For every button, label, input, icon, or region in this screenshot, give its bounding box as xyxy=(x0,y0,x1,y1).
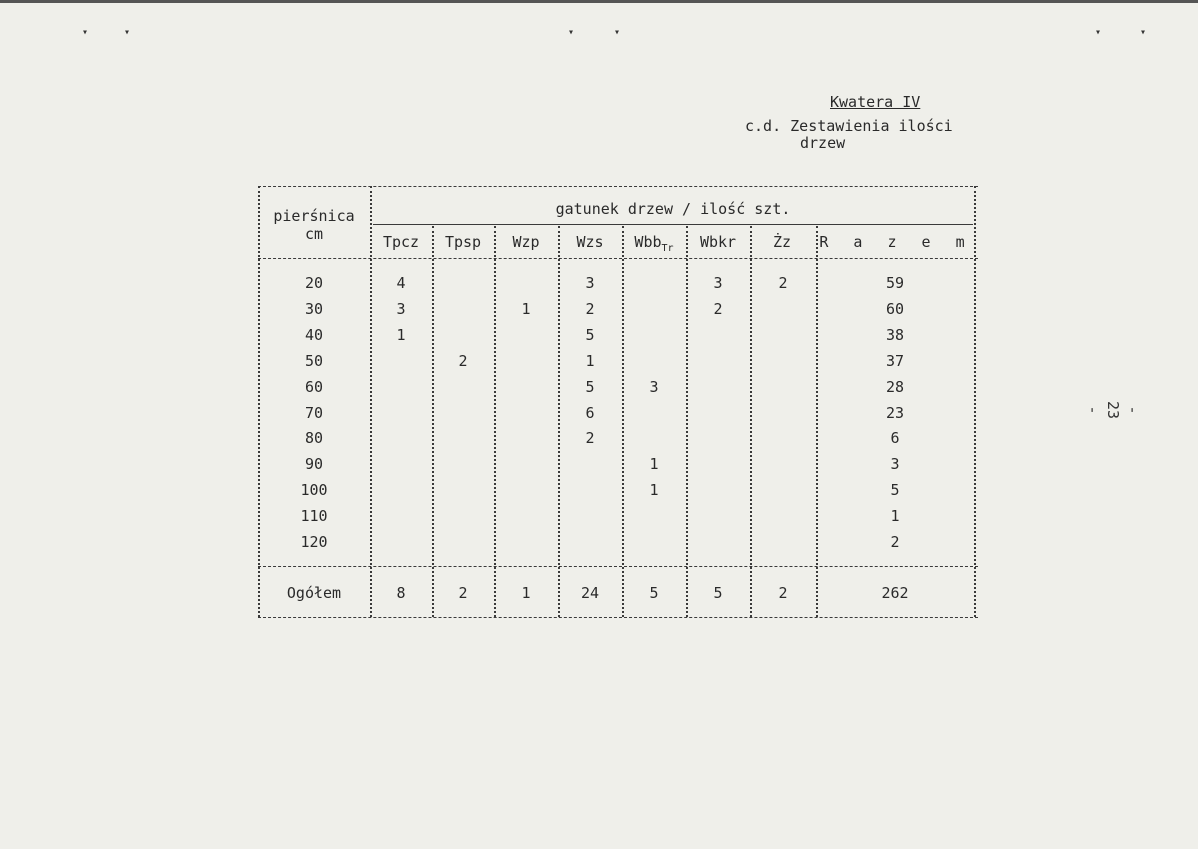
row-total-cell: 37 xyxy=(885,351,905,370)
diameter-cell: 80 xyxy=(304,429,324,448)
total-column-header: R a z e m xyxy=(819,233,973,251)
diameter-cell: 90 xyxy=(304,455,324,474)
count-cell: 1 xyxy=(649,481,659,500)
column-separator xyxy=(432,226,434,617)
footer-count-cell: 5 xyxy=(713,584,723,602)
diameter-cell: 20 xyxy=(304,274,324,292)
column-separator xyxy=(494,226,496,617)
diameter-cell: 110 xyxy=(300,507,328,526)
count-cell: 2 xyxy=(713,299,723,318)
column-separator xyxy=(258,186,260,617)
subtitle-line-2: drzew xyxy=(800,134,846,152)
count-cell: 2 xyxy=(585,299,595,318)
table-rule xyxy=(258,617,978,618)
count-cell: 2 xyxy=(458,351,468,370)
diameter-cell: 120 xyxy=(300,533,328,551)
diameter-cell: 30 xyxy=(304,299,324,318)
first-column-unit: cm xyxy=(304,225,324,243)
column-separator xyxy=(370,186,372,617)
column-separator xyxy=(974,186,976,617)
diameter-cell: 60 xyxy=(304,377,324,396)
column-separator xyxy=(622,226,624,617)
species-header-wbkr: Wbkr xyxy=(699,233,737,251)
species-header-zz: Żz xyxy=(772,233,792,251)
species-header-wzs: Wzs xyxy=(576,233,604,251)
footer-label: Ogółem xyxy=(286,584,342,602)
table-rule xyxy=(258,186,978,187)
count-cell: 6 xyxy=(585,403,595,422)
row-total-cell: 60 xyxy=(885,299,905,318)
row-total-cell: 59 xyxy=(885,274,905,292)
row-total-cell: 6 xyxy=(890,429,900,448)
count-cell: 1 xyxy=(649,455,659,474)
grand-total-cell: 262 xyxy=(881,584,909,602)
footer-count-cell: 5 xyxy=(649,584,659,602)
footer-count-cell: 2 xyxy=(778,584,788,602)
first-column-header: pierśnica xyxy=(273,207,355,225)
punch-mark: ▾ xyxy=(124,27,131,38)
count-cell: 3 xyxy=(649,377,659,396)
count-cell: 1 xyxy=(396,325,406,344)
page-top-edge xyxy=(0,0,1198,3)
count-cell: 1 xyxy=(585,351,595,370)
count-cell: 2 xyxy=(778,274,788,292)
footer-count-cell: 8 xyxy=(396,584,406,602)
species-header-tpsp: Tpsp xyxy=(444,233,482,251)
row-total-cell: 1 xyxy=(890,507,900,526)
count-cell: 3 xyxy=(713,274,723,292)
count-cell: 5 xyxy=(585,377,595,396)
document-title: Kwatera IV xyxy=(830,93,921,111)
row-total-cell: 5 xyxy=(890,481,900,500)
diameter-cell: 100 xyxy=(300,481,328,500)
footer-count-cell: 2 xyxy=(458,584,468,602)
punch-mark: ▾ xyxy=(614,27,621,38)
species-header-tpcz: Tpcz xyxy=(382,233,420,251)
diameter-cell: 40 xyxy=(304,325,324,344)
species-header-wzp: Wzp xyxy=(512,233,540,251)
count-cell: 4 xyxy=(396,274,406,292)
page-number: - 23 - xyxy=(1084,400,1142,420)
footer-count-cell: 1 xyxy=(521,584,531,602)
punch-mark: ▾ xyxy=(568,27,575,38)
count-cell: 3 xyxy=(585,274,595,292)
table-rule xyxy=(258,258,978,259)
footer-count-cell: 24 xyxy=(580,584,600,602)
group-header-underline xyxy=(373,224,973,225)
column-group-header: gatunek drzew / ilość szt. xyxy=(555,200,791,218)
punch-mark: ▾ xyxy=(82,27,89,38)
punch-mark: ▾ xyxy=(1140,27,1147,38)
count-cell: 1 xyxy=(521,299,531,318)
row-total-cell: 38 xyxy=(885,325,905,344)
table-rule xyxy=(258,566,978,567)
row-total-cell: 28 xyxy=(885,377,905,396)
subtitle-line-1: c.d. Zestawienia ilości xyxy=(745,117,953,135)
punch-mark: ▾ xyxy=(1095,27,1102,38)
species-header-wbb: Wbb$_{Tr}$ xyxy=(634,233,674,254)
wbb-subscript: Tr xyxy=(661,243,674,254)
row-total-cell: 3 xyxy=(890,455,900,474)
tree-count-table xyxy=(258,186,978,626)
count-cell: 3 xyxy=(396,299,406,318)
row-total-cell: 23 xyxy=(885,403,905,422)
diameter-cell: 50 xyxy=(304,351,324,370)
count-cell: 2 xyxy=(585,429,595,448)
document-subtitle xyxy=(745,118,1005,152)
diameter-cell: 70 xyxy=(304,403,324,422)
row-total-cell: 2 xyxy=(890,533,900,551)
count-cell: 5 xyxy=(585,325,595,344)
